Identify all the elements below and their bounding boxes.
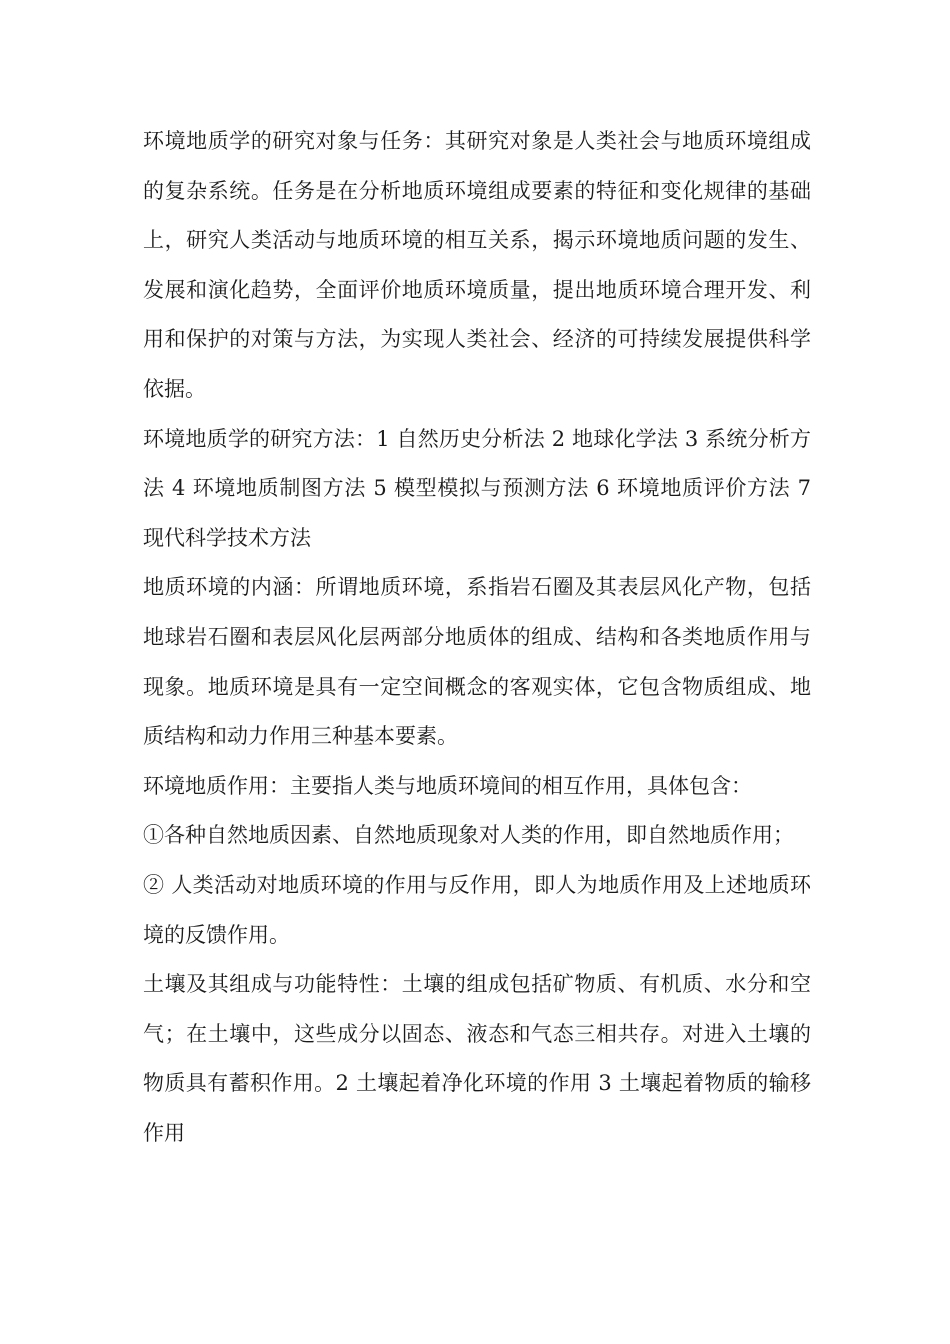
paragraph-natural-geological-action: ①各种自然地质因素、自然地质现象对人类的作用，即自然地质作用； bbox=[143, 823, 794, 848]
paragraph-research-object: 环境地质学的研究对象与任务：其研究对象是人类社会与地质环境组成的复杂系统。任务是在分析地质环境组成要素的特征和变化规律的基础上，研究人类活动与地质环境的相互关系，揭示环境地质问题的发生、发展和演化趋势，全面评价地质环境质量，提出地质环境合理开发、利用和保护的对策与方法，为实现人类社会、经济的可持续发展提供科学依据。 bbox=[143, 129, 811, 401]
paragraph-soil-composition: 土壤及其组成与功能特性：土壤的组成包括矿物质、有机质、水分和空气；在土壤中，这些成分以固态、液态和气态三相共存。对进入土壤的物质具有蓄积作用。2 土壤起着净化环境的作用 3 土壤起着物质的输移作用 bbox=[143, 972, 811, 1145]
paragraph-geological-environment: 地质环境的内涵：所谓地质环境，系指岩石圈及其表层风化产物，包括地球岩石圈和表层风化层两部分地质体的组成、结构和各类地质作用与现象。地质环境是具有一定空间概念的客观实体，它包含物质组成、地质结构和动力作用三种基本要素。 bbox=[143, 575, 811, 749]
paragraph-research-methods: 环境地质学的研究方法：1 自然历史分析法 2 地球化学法 3 系统分析方法 4 环境地质制图方法 5 模型模拟与预测方法 6 环境地质评价方法 7 现代科学技术方法 bbox=[143, 426, 811, 550]
document-body bbox=[143, 117, 811, 1158]
paragraph-environmental-geology-action: 环境地质作用：主要指人类与地质环境间的相互作用，具体包含： bbox=[143, 773, 752, 798]
paragraph-human-geological-action: ② 人类活动对地质环境的作用与反作用，即人为地质作用及上述地质环境的反馈作用。 bbox=[143, 872, 811, 947]
